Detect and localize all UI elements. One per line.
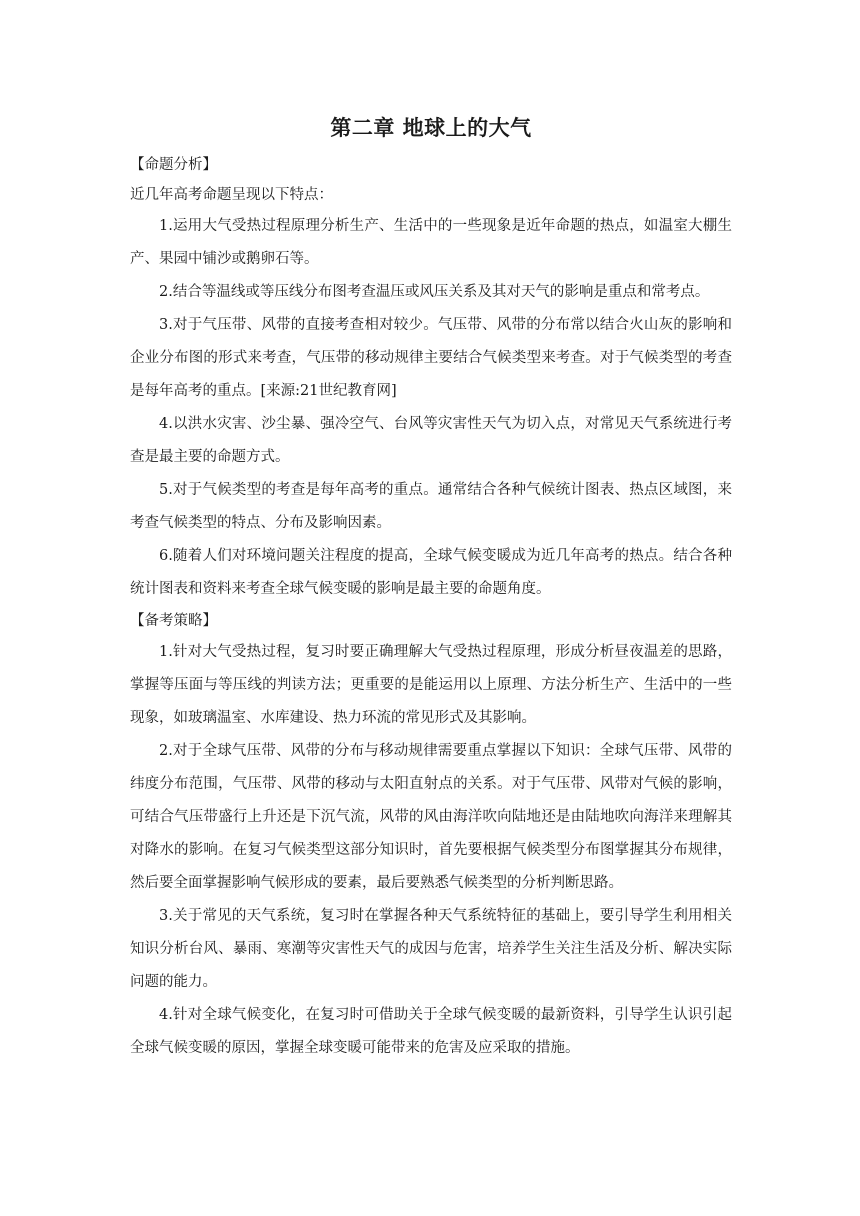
analysis-item: 3.对于气压带、风带的直接考查相对较少。气压带、风带的分布常以结合火山灰的影响和企业分布图的形式来考查，气压带的移动规律主要结合气候类型来考查。对于气候类型的考查是每年高考的重点。[来源:21世纪教育网] xyxy=(130,317,732,399)
section-heading-strategy: 【备考策略】 xyxy=(130,613,217,629)
page-title: 第二章 地球上的大气 xyxy=(330,116,532,140)
section-heading-analysis: 【命题分析】 xyxy=(130,157,217,173)
strategy-item: 1.针对大气受热过程，复习时要正确理解大气受热过程原理，形成分析昼夜温差的思路，掌握等压面与等压线的判读方法；更重要的是能运用以上原理、方法分析生产、生活中的一些现象，如玻璃温室、水库建设、热力环流的常见形式及其影响。 xyxy=(130,644,732,726)
analysis-item: 5.对于气候类型的考查是每年高考的重点。通常结合各种气候统计图表、热点区域图，来考查气候类型的特点、分布及影响因素。 xyxy=(130,482,732,531)
analysis-item: 4.以洪水灾害、沙尘暴、强冷空气、台风等灾害性天气为切入点，对常见天气系统进行考查是最主要的命题方式。 xyxy=(130,416,732,465)
analysis-intro: 近几年高考命题呈现以下特点： xyxy=(130,187,333,203)
analysis-item: 6.随着人们对环境问题关注程度的提高，全球气候变暖成为近几年高考的热点。结合各种统计图表和资料来考查全球气候变暖的影响是最主要的命题角度。 xyxy=(130,548,732,597)
strategy-item: 4.针对全球气候变化，在复习时可借助关于全球气候变暖的最新资料，引导学生认识引起全球气候变暖的原因，掌握全球变暖可能带来的危害及应采取的措施。 xyxy=(130,1007,732,1056)
analysis-item: 2.结合等温线或等压线分布图考查温压或风压关系及其对天气的影响是重点和常考点。 xyxy=(159,284,710,300)
document-page xyxy=(130,110,732,1065)
analysis-item: 1.运用大气受热过程原理分析生产、生活中的一些现象是近年命题的热点，如温室大棚生产、果园中铺沙或鹅卵石等。 xyxy=(130,218,732,267)
strategy-item: 2.对于全球气压带、风带的分布与移动规律需要重点掌握以下知识：全球气压带、风带的纬度分布范围，气压带、风带的移动与太阳直射点的关系。对于气压带、风带对气候的影响，可结合气压带盛行上升还是下沉气流，风带的风由海洋吹向陆地还是由陆地吹向海洋来理解其对降水的影响。在复习气候类型这部分知识时，首先要根据气候类型分布图掌握其分布规律，然后要全面掌握影响气候形成的要素，最后要熟悉气候类型的分析判断思路。 xyxy=(130,743,732,891)
strategy-item: 3.关于常见的天气系统，复习时在掌握各种天气系统特征的基础上，要引导学生利用相关知识分析台风、暴雨、寒潮等灾害性天气的成因与危害，培养学生关注生活及分析、解决实际问题的能力。 xyxy=(130,908,732,990)
